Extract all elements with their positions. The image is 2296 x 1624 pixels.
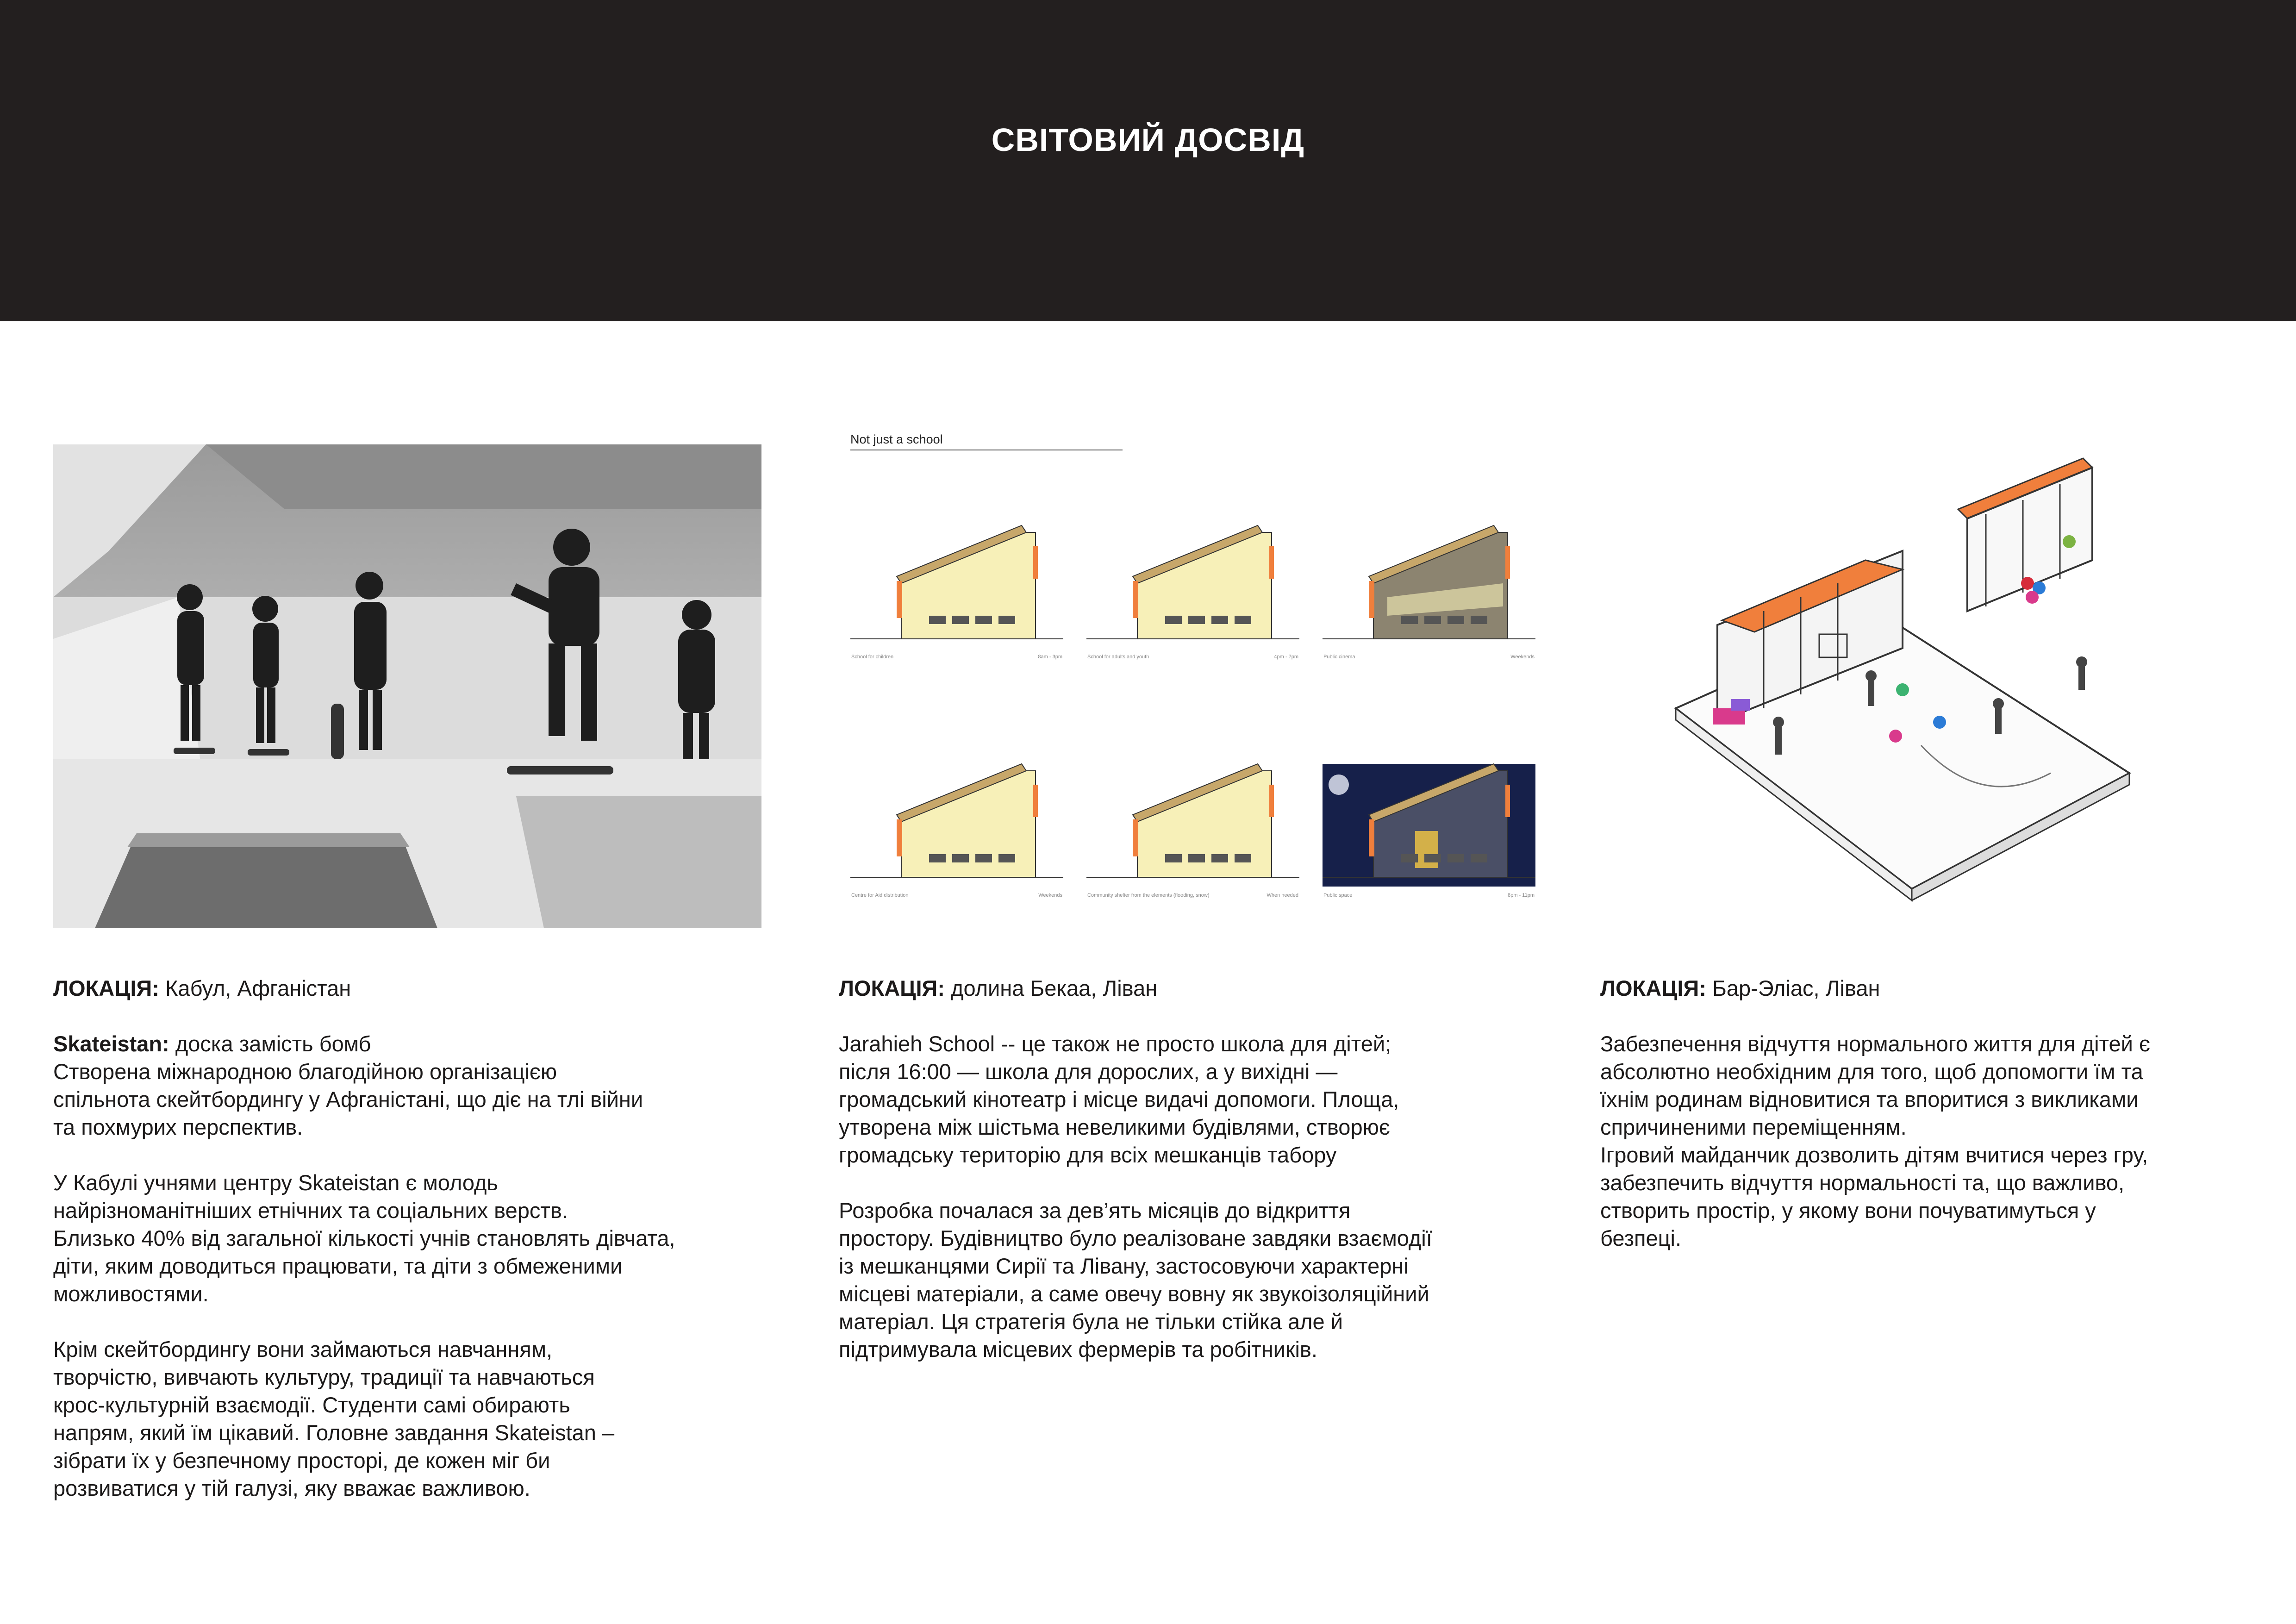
text-line: створить простір, у якому вони почуватимуться у [1600, 1198, 2096, 1223]
text-line: спричиненими переміщенням. [1600, 1115, 1907, 1139]
paragraph-2 [53, 1169, 775, 1308]
text-line: діти, яким доводиться працювати, та діти з обмеженими [53, 1254, 623, 1278]
panel-label: School for adults and youth [1087, 654, 1149, 660]
location-value: Кабул, Афганістан [159, 976, 351, 1000]
location-line [839, 974, 1561, 1002]
text-line: після 16:00 — школа для дорослих, а у вихідні — [839, 1059, 1338, 1084]
location-value: Бар-Эліас, Ліван [1706, 976, 1880, 1000]
location-label: ЛОКАЦІЯ: [53, 976, 159, 1000]
panel-time: 8am - 3pm [1038, 654, 1062, 660]
column-bekaa [839, 974, 1561, 1363]
page-title: СВІТОВИЙ ДОСВІД [991, 122, 1305, 158]
text-line: із мешканцями Сирії та Лівану, застосовуючи характерні [839, 1254, 1409, 1278]
panel-time: 8pm - 11pm [1508, 893, 1535, 898]
text-line: громадський кінотеатр і місце видачі допомоги. Площа, [839, 1087, 1399, 1112]
panel-time: When needed [1267, 893, 1298, 898]
playground-axonometric [1662, 449, 2171, 940]
panel-time: 4pm - 7pm [1274, 654, 1298, 660]
panel-label: School for children [851, 654, 894, 660]
text-line: Близько 40% від загальної кількості учнів становлять дівчата, [53, 1226, 675, 1250]
paragraph-1 [53, 1058, 775, 1141]
text-line: підтримувала місцевих фермерів та робітників. [839, 1337, 1317, 1362]
panel-time: Weekends [1510, 654, 1535, 660]
column-kabul [53, 974, 775, 1502]
text-line: можливостями. [53, 1281, 209, 1306]
text-line: місцеві матеріали, а саме овечу вовну як звукоізоляційний [839, 1281, 1429, 1306]
location-label: ЛОКАЦІЯ: [1600, 976, 1706, 1000]
text-line: забезпечить відчуття нормальності та, що важливо, [1600, 1170, 2125, 1195]
text-line: розвиватися у тій галузі, яку вважає важливою. [53, 1476, 530, 1500]
location-label: ЛОКАЦІЯ: [839, 976, 945, 1000]
section-panel [1323, 764, 1535, 898]
text-line: найрізноманітніших етнічних та соціальних верств. [53, 1198, 568, 1223]
location-line [1600, 974, 2258, 1002]
text-line: спільнота скейтбордингу у Афганістані, що діє на тлі війни [53, 1087, 643, 1112]
column-bar-elias [1600, 974, 2258, 1252]
text-line: Розробка почалася за дев’ять місяців до відкриття [839, 1198, 1351, 1223]
text-line: творчістю, вивчають культуру, традиції та навчаються [53, 1365, 595, 1389]
text-line: абсолютно необхідним для того, щоб допомогти їм та [1600, 1059, 2143, 1084]
text-line: матеріал. Ця стратегія була не тільки стійка але й [839, 1309, 1343, 1334]
text-line: Забезпечення відчуття нормального життя для дітей є [1600, 1031, 2150, 1056]
text-line: напрям, який їм цікавий. Головне завдання Skateistan – [53, 1420, 615, 1445]
text-line: зібрати їх у безпечному просторі, де кожен міг би [53, 1448, 550, 1473]
header-banner [0, 0, 2296, 321]
panel-label: Centre for Aid distribution [851, 893, 909, 898]
text-line: Ігровий майданчик дозволить дітям вчитися через гру, [1600, 1143, 2148, 1167]
panel-label: Public space [1323, 893, 1353, 898]
school-sections-figure [824, 417, 1565, 944]
paragraph-3 [53, 1336, 775, 1502]
text-line: громадську територію для всіх мешканців табору [839, 1143, 1337, 1167]
panel-label: Community shelter from the elements (flooding, snow) [1087, 893, 1210, 898]
project-name: Skateistan: [53, 1031, 169, 1056]
text-line: крос-культурній взаємодії. Студенти самі обирають [53, 1393, 570, 1417]
text-line: їхнім родинам відновитися та впоритися з викликами [1600, 1087, 2139, 1112]
location-value: долина Бекаа, Ліван [945, 976, 1158, 1000]
figure-title: Not just a school [850, 432, 943, 446]
text-line: безпеці. [1600, 1226, 1682, 1250]
text-line: Крім скейтбордингу вони займаються навчанням, [53, 1337, 553, 1362]
paragraph-1 [839, 1030, 1561, 1169]
text-line: та похмурих перспектив. [53, 1115, 303, 1139]
location-line [53, 974, 775, 1002]
project-tagline: доска замість бомб [169, 1031, 371, 1056]
skatepark-photo [53, 444, 761, 928]
text-line: утворена між шістьма невеликими будівлями, створює [839, 1115, 1390, 1139]
paragraph-2 [839, 1197, 1561, 1363]
text-line: Створена міжнародною благодійною організацією [53, 1059, 557, 1084]
text-line: простору. Будівництво було реалізоване завдяки взаємодії [839, 1226, 1432, 1250]
paragraph-1 [1600, 1030, 2258, 1252]
text-line: У Кабулі учнями центру Skateistan є молодь [53, 1170, 498, 1195]
text-line: Jarahieh School -- це також не просто школа для дітей; [839, 1031, 1391, 1056]
project-line [53, 1030, 775, 1058]
panel-time: Weekends [1038, 893, 1062, 898]
panel-label: Public cinema [1323, 654, 1355, 660]
